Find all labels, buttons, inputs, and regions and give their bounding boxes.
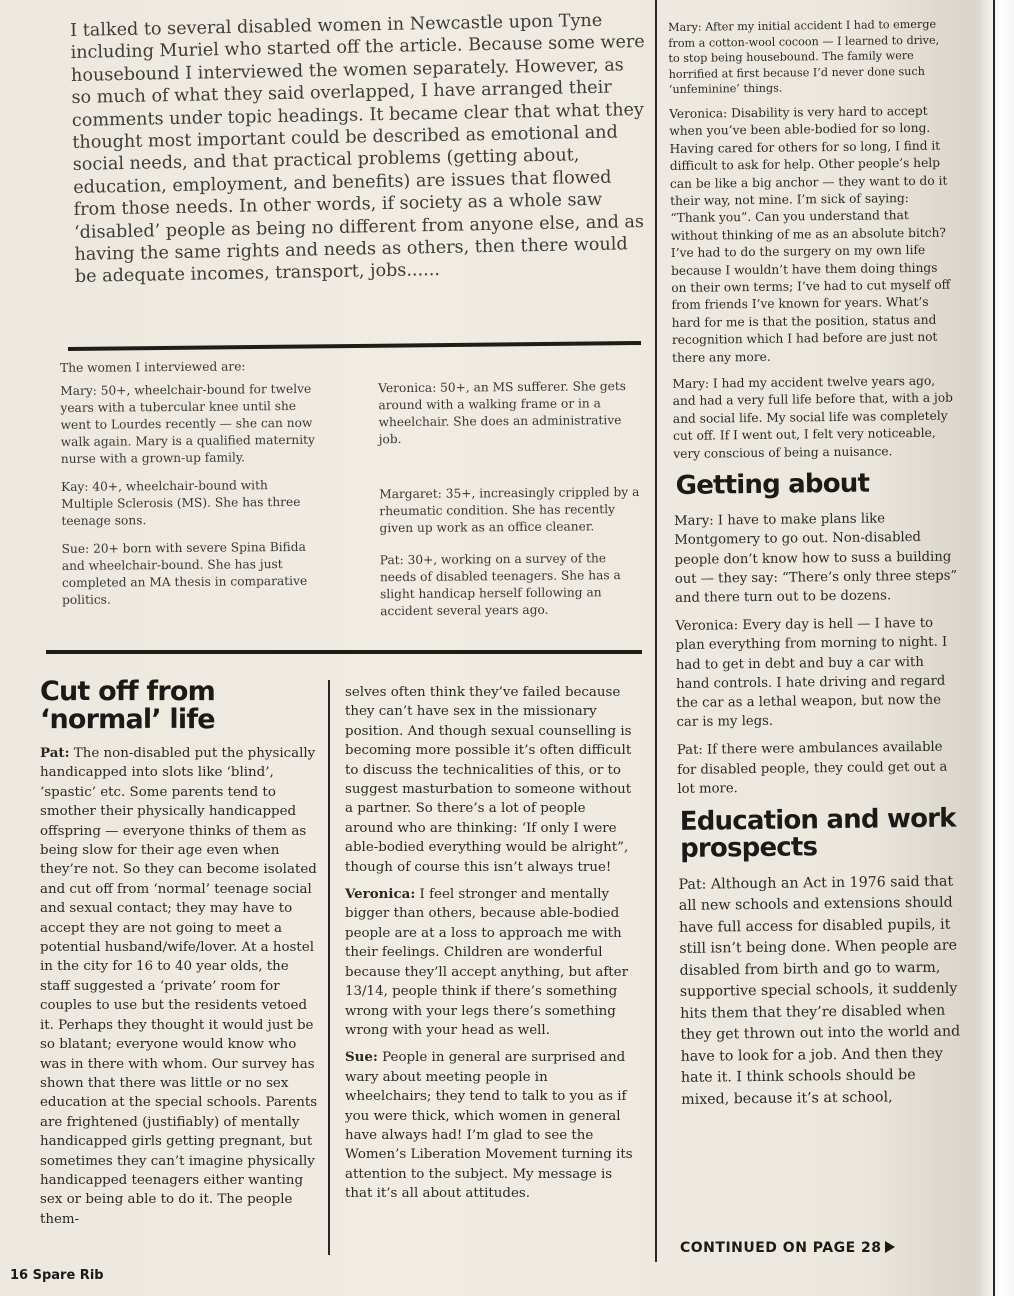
middle-paragraph-1: selves often think they’ve failed because they can’t have sex in the missionary position. And though sexual counselling is becoming more possible it’s often difficult to discuss the technicalities of this, or to suggest masturbation to someone without a partner. So there’s a lot of people around who are thinking: ‘If only I were able-bodied everything would be alright”, though of course this isn’t always true! [345, 685, 632, 875]
speaker-sue: Sue: [345, 1049, 378, 1066]
education-pat: Pat: Although an Act in 1976 said that all new schools and extensions should have full access for disabled pupils, it still isn’t being done. When people are disabled from birth and go to warm, supportive special schools, it suddenly hits them that they’re disabled when they get thrown out into the world and have to look for a job. And then they hate it. I think schools should be mixed, because it’s at school, [678, 873, 961, 1108]
intro-paragraph: I talked to several disabled women in Newcastle upon Tyne including Muriel who started off the article. Because some were housebound I interviewed the women separately. However, as so much of what they said overlapped, I have arranged their comments under topic headings. It became clear that what they thought most important could be described as emotional and social needs, and that practical problems (getting about, education, employment, and benefits) are issues that flowed from those needs. In other words, if society as a whole saw ‘disabled’ people as being no different from anyone else, and as having the same rights and needs as others, then there would be adequate incomes, transport, jobs...... [70, 10, 645, 288]
education-heading: Education and work prospects [679, 803, 956, 864]
getting-about-pat: Pat: If there were ambulances available for disabled people, they could get out a lot more. [676, 740, 948, 797]
right-mary-paragraph-2: Mary: I had my accident twelve years ago, and had a very full life before that, with a job and social life. My social life was completely cut off. If I went out, I felt very noticeable, very conscious of being a nuisance. [672, 373, 954, 461]
middle-column [345, 683, 635, 1212]
profile-pat: Pat: 30+, working on a survey of the needs of disabled teenagers. She has a slight handicap herself following an accident several years ago. [379, 551, 621, 619]
profiles-right-column [378, 378, 642, 631]
middle-paragraph-sue-text: People in general are surprised and wary about meeting people in wheelchairs; they tend to talk to you as if you were thick, which women in general have always had! I’m glad to see the Women’s Liberation Movement turning its attention to the subject. My message is that it’s all about attitudes. [345, 1050, 633, 1202]
getting-about-heading: Getting about [675, 468, 870, 502]
speaker-veronica: Veronica: [345, 886, 416, 903]
profiles-heading: The women I interviewed are: [60, 359, 246, 375]
middle-paragraph-veronica [345, 885, 635, 1040]
profile-sue: Sue: 20+ born with severe Spina Bifida and wheelchair-bound. She has just completed an MA thesis in comparative politics. [61, 539, 308, 607]
continued-label: CONTINUED ON PAGE 28 [680, 1240, 882, 1256]
right-mary-paragraph-1: Mary: After my initial accident I had to emerge from a cotton-wool cocoon — I learned to drive, to stop being housebound. The family were horrified at first because I’d never done such ‘unfeminine’ things. [668, 17, 940, 97]
page-edge [982, 0, 1014, 1296]
page-edge-rule [993, 0, 995, 1296]
profile-margaret: Margaret: 35+, increasingly crippled by a rheumatic condition. She has recently given up work as an office cleaner. [379, 484, 640, 536]
middle-paragraph-sue [345, 1048, 635, 1203]
right-column [668, 17, 966, 1121]
triangle-right-icon [885, 1241, 895, 1253]
interviewee-profiles [60, 355, 642, 634]
profile-mary: Mary: 50+, wheelchair-bound for twelve years with a tubercular knee until she went to Lourdes recently — she can now walk again. Mary is a qualified maternity nurse with a grown-up family. [60, 381, 315, 466]
cutoff-paragraph [40, 744, 320, 1229]
profile-kay: Kay: 40+, wheelchair-bound with Multiple Sclerosis (MS). She has three teenage sons. [61, 478, 301, 528]
right-veronica-paragraph: Veronica: Disability is very hard to accept when you’ve been able-bodied for so long. Having cared for others for so long, I find it difficult to ask for help. Other people’s help can be like a big anchor — they want to do it their way, not mine. I’m sick of saying: “Thank you”. Can you understand that without thinking of me as an absolute bitch? I’ve had to do the surgery on my own life because I wouldn’t have them doing things on their own terms; I’ve had to cut myself off from friends I’ve known for years. What’s hard for me is that the position, status and recognition which I had before are just not there any more. [669, 103, 951, 365]
getting-about-mary: Mary: I have to make plans like Montgomery to go out. Non-disabled people don’t know how to suss a building out — they say: “There’s only three steps” and there turn out to be dozens. [674, 511, 958, 606]
column-divider-right [655, 0, 657, 1262]
cutoff-paragraph-text: The non-disabled put the physically handicapped into slots like ‘blind’, ‘spastic’ etc. Some parents tend to smother their physically handicapped offspring — everyone thinks of them as being slow for their age even when they’re not. So they can become isolated and cut off from ‘normal’ teenage social and sexual contact; they may have to accept they are not going to meet a potential husband/wife/lover. At a hostel in the city for 16 to 40 year olds, the staff suggested a ‘private’ room for couples to use but the residents vetoed it. Perhaps they thought it would just be so blatant; everyone would know who was in there with whom. Our survey has shown that there was little or no sex education at the special schools. Parents are frightened (justifiably) of mentally handicapped girls getting pregnant, but sometimes they can’t imagine physically handicapped teenagers either wanting sex or being able to do it. The people them- [40, 746, 318, 1227]
cutoff-heading: Cut off from ‘normal’ life [40, 676, 215, 735]
page-folio: 16 Spare Rib [10, 1268, 104, 1283]
middle-paragraph-veronica-text: I feel stronger and mentally bigger than others, because able-bodied people are at a loss to approach me with their feelings. Children are wonderful because they’ll accept anything, but after 13/14, people think if there’s something wrong with your legs there’s something wrong with your head as well. [345, 887, 628, 1038]
cutoff-column [40, 672, 320, 1237]
profiles-divider [46, 650, 642, 654]
profiles-left-column [60, 381, 324, 634]
speaker-pat: Pat: [40, 745, 70, 761]
intro-block [70, 9, 650, 289]
column-divider-left [328, 680, 330, 1255]
profile-veronica: Veronica: 50+, an MS sufferer. She gets around with a walking frame or in a wheelchair. She does an administrative job. [378, 379, 627, 447]
continued-link[interactable] [680, 1240, 895, 1256]
getting-about-veronica: Veronica: Every day is hell — I have to plan everything from morning to night. I had to get in debt and buy a car with hand controls. I hate driving and regard the car as a lethal weapon, but now the car is my legs. [675, 615, 948, 731]
